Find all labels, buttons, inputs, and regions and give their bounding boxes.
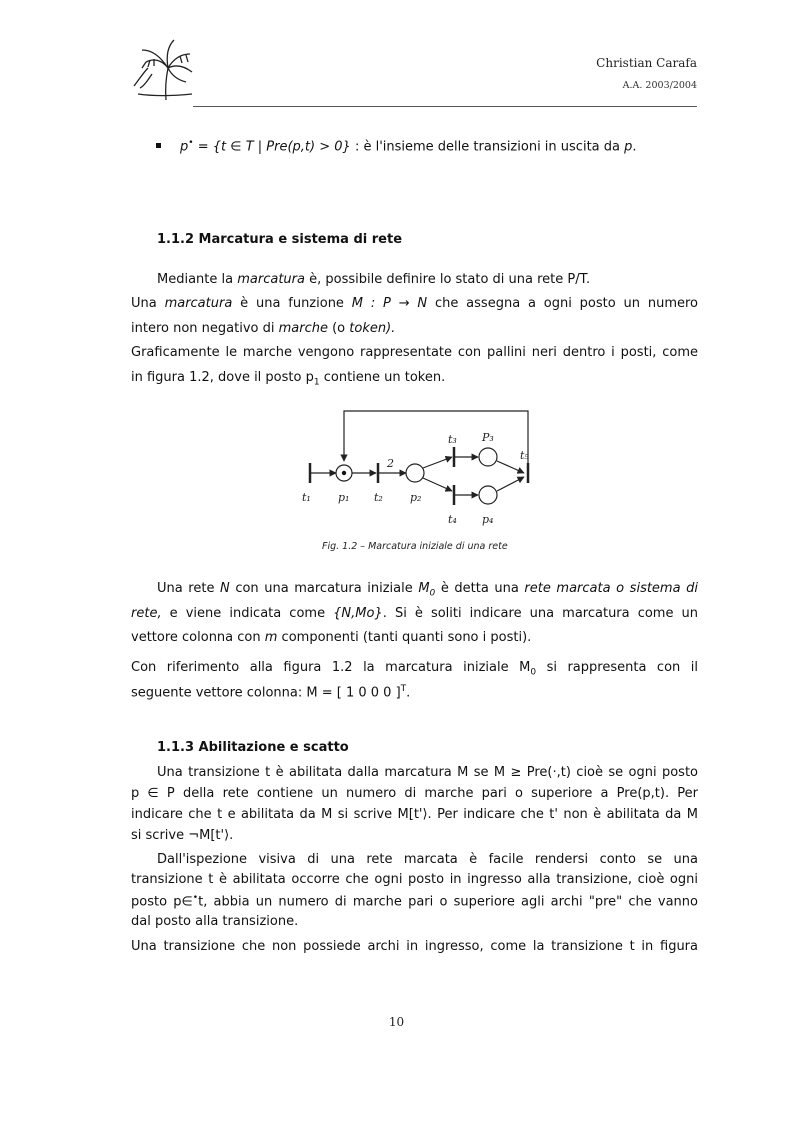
term-token: token). xyxy=(349,321,396,336)
arc-p4-t5 xyxy=(497,477,524,491)
text-run: con una marcatura iniziale xyxy=(229,581,419,596)
term-rete: rete, xyxy=(131,606,162,621)
bullet-desc-p: p xyxy=(624,139,633,155)
text-run: è una funzione xyxy=(232,296,352,311)
arc-p2-t4 xyxy=(423,478,452,491)
paragraph-ispezione-line4: dal posto alla transizione. xyxy=(131,914,299,929)
symbol-m: m xyxy=(264,630,278,645)
section-title-1-1-2: 1.1.2 Marcatura e sistema di rete xyxy=(157,232,403,247)
text-run: . xyxy=(406,685,411,701)
bullet-item xyxy=(180,138,637,154)
text-run: e viene indicata come xyxy=(161,606,334,621)
term-marcatura: marcatura xyxy=(237,272,305,287)
label-t1: t₁ xyxy=(302,491,311,504)
text-run: componenti (tanti quanti sono i posti). xyxy=(277,630,532,645)
paragraph-rete-marcata-line1 xyxy=(157,581,698,599)
text-run: intero non negativo di xyxy=(131,321,279,336)
text-run: seguente vettore colonna: M = [ 1 0 0 0 ] xyxy=(131,685,401,701)
paragraph-rete-marcata-line2 xyxy=(131,606,698,621)
paragraph-rete-marcata-line3 xyxy=(131,630,531,645)
petri-net-figure xyxy=(290,405,560,533)
symbol-N: N xyxy=(220,581,230,596)
text-run: è, possibile definire lo stato di una rete P/T. xyxy=(304,272,591,287)
bullet-desc: : è l'insieme delle transizioni in uscita da xyxy=(350,139,625,155)
paragraph-ispezione-line1: Dall'ispezione visiva di una rete marcata è facile rendersi conto se una xyxy=(157,852,698,867)
paragraph-abilitazione-line3: indicare che t e abilitata da M si scrive M[t'⟩. Per indicare che t' non è abilitata da M xyxy=(131,807,698,822)
term-marcatura: marcatura xyxy=(164,296,233,311)
label-weight: 2 xyxy=(387,457,394,470)
paragraph-graficamente-line2 xyxy=(131,370,445,388)
text-run: t, abbia un numero di marche pari o superiore agli archi "pre" che vanno xyxy=(198,894,698,910)
text-run: è detta una xyxy=(435,581,525,596)
symbol-M: M xyxy=(418,581,430,596)
page-number: 10 xyxy=(388,1015,405,1029)
function-signature: M : P → N xyxy=(351,296,428,311)
text-run: (o xyxy=(327,321,350,336)
bullet-desc-end: . xyxy=(632,139,637,155)
text-run: Mediante la xyxy=(157,272,238,287)
paragraph-ispezione-line3 xyxy=(131,893,698,909)
label-p4: p₄ xyxy=(482,513,494,526)
text-run: contiene un token. xyxy=(319,370,446,385)
label-t4: t₄ xyxy=(448,513,457,526)
term-rete-marcata: rete marcata o sistema di xyxy=(524,581,698,596)
paragraph-marcatura-line2 xyxy=(131,321,395,336)
paragraph-abilitazione-line2: p ∈ P della rete contiene un numero di marche pari o superiore a Pre(p,t). Per xyxy=(131,786,698,801)
arc-p2-t3 xyxy=(423,457,452,468)
paragraph-abilitazione-line4: si scrive ¬M[t'⟩. xyxy=(131,828,234,843)
text-run: . Si è soliti indicare una marcatura come un xyxy=(382,606,699,621)
paragraph-graficamente-line1: Graficamente le marche vengono rappresentate con pallini neri dentro i posti, come xyxy=(131,345,698,360)
subscript: 1 xyxy=(313,377,320,388)
palm-tree-logo xyxy=(132,38,196,104)
term-marche: marche xyxy=(278,321,328,336)
label-p1: p₁ xyxy=(338,491,350,504)
text-run: vettore colonna con xyxy=(131,630,265,645)
label-t3: t₃ xyxy=(448,433,457,446)
label-t2: t₂ xyxy=(374,491,383,504)
token-p1 xyxy=(342,471,346,475)
paragraph-ispezione-line2: transizione t è abilitata occorre che ogni posto in ingresso alla transizione, cioè ogni xyxy=(131,872,698,887)
section-title-1-1-3: 1.1.3 Abilitazione e scatto xyxy=(157,740,349,755)
header-academic-year: A.A. 2003/2004 xyxy=(622,80,697,91)
subscript: 0 xyxy=(429,588,436,599)
paragraph-marcatura-intro xyxy=(157,272,590,287)
bullet-symbol-p: p xyxy=(180,139,189,155)
text-run: in figura 1.2, dove il posto p xyxy=(131,370,314,385)
system-notation: {N,Mo} xyxy=(333,606,383,621)
paragraph-riferimento-line2 xyxy=(131,684,410,700)
bullet-marker xyxy=(156,143,161,148)
paragraph-riferimento-line1 xyxy=(131,660,698,678)
superscript: • xyxy=(192,893,199,903)
paragraph-marcatura-line1 xyxy=(131,296,698,311)
superscript: T xyxy=(400,684,407,694)
label-p3: P₃ xyxy=(482,431,494,444)
bullet-eq: = xyxy=(193,139,213,155)
figure-caption: Fig. 1.2 – Marcatura iniziale di una rete xyxy=(322,541,508,552)
header-author: Christian Carafa xyxy=(596,56,697,70)
bullet-sup: • xyxy=(188,138,194,148)
text-run: posto p∈ xyxy=(131,894,193,910)
text-run: Una xyxy=(131,296,165,311)
text-run: si rappresenta con il xyxy=(536,660,698,675)
header-divider xyxy=(193,106,697,107)
text-run: Una rete xyxy=(157,581,221,596)
label-t5: t₅ xyxy=(520,449,529,462)
text-run: Con riferimento alla figura 1.2 la marcatura iniziale M xyxy=(131,660,531,675)
place-p2 xyxy=(406,464,424,482)
bullet-set: {t ∈ T | Pre(p,t) > 0} xyxy=(212,139,351,155)
subscript: 0 xyxy=(530,667,537,678)
place-p4 xyxy=(479,486,497,504)
arc-p3-t5 xyxy=(497,461,524,473)
place-p3 xyxy=(479,448,497,466)
paragraph-abilitazione-line1: Una transizione t è abilitata dalla marcatura M se M ≥ Pre(·,t) cioè se ogni posto xyxy=(157,765,698,780)
text-run: che assegna a ogni posto un numero xyxy=(427,296,698,311)
label-p2: p₂ xyxy=(410,491,422,504)
paragraph-transizione-line1: Una transizione che non possiede archi in ingresso, come la transizione t in figura xyxy=(131,939,698,954)
